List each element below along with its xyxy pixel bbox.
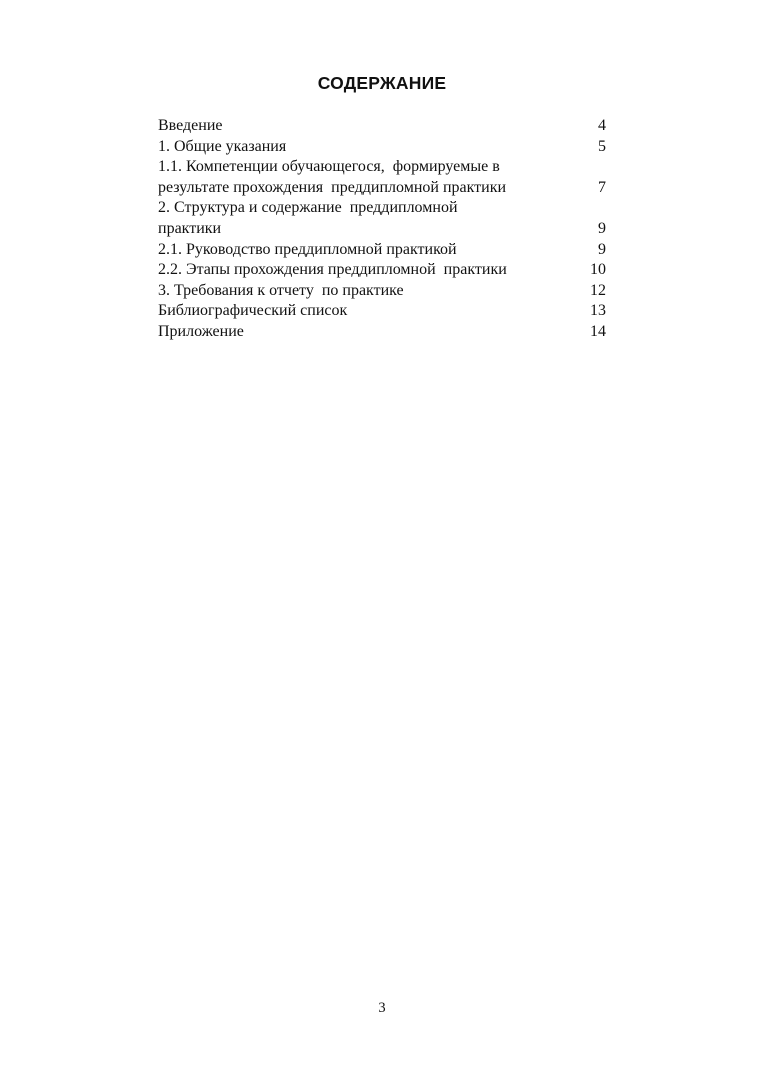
- toc-entry-report-requirements: [158, 281, 606, 302]
- toc-entry-structure: [158, 198, 606, 239]
- toc-entry-page: 9: [598, 240, 606, 258]
- toc-entry-page: 9: [598, 219, 606, 237]
- toc-entry-title: 3. Требования к отчету по практике: [158, 281, 404, 299]
- toc-entry-title: Введение: [158, 117, 223, 134]
- toc-entry-title: 2.2. Этапы прохождения преддипломной практики: [158, 261, 507, 279]
- toc-line: [158, 322, 606, 343]
- toc-entry-general-instructions: [158, 137, 606, 158]
- table-of-contents: [158, 116, 606, 343]
- toc-entry-page: 4: [598, 117, 606, 134]
- toc-line: [158, 116, 606, 137]
- toc-entry-bibliography: [158, 301, 606, 322]
- toc-entry-title: 1. Общие указания: [158, 137, 287, 155]
- toc-entry-title-continued: результате прохождения преддипломной практики: [158, 178, 507, 196]
- toc-line: [158, 137, 606, 158]
- toc-entry-introduction: [158, 116, 606, 137]
- page-number: 3: [378, 1000, 386, 1016]
- toc-line: [158, 198, 606, 219]
- toc-entry-page: 5: [598, 137, 606, 155]
- toc-entry-competencies: [158, 157, 606, 198]
- toc-entry-page: 14: [590, 322, 606, 340]
- toc-entry-page: 12: [590, 281, 606, 299]
- toc-line: [158, 219, 606, 240]
- page-title: СОДЕРЖАНИЕ: [317, 73, 447, 93]
- toc-entry-stages: [158, 260, 606, 281]
- toc-entry-title: 2. Структура и содержание преддипломной: [158, 199, 458, 217]
- toc-entry-title-continued: практики: [158, 219, 222, 237]
- toc-line: [158, 178, 606, 199]
- toc-line: [158, 157, 606, 178]
- toc-entry-page: 13: [590, 302, 606, 320]
- toc-entry-appendix: [158, 322, 606, 343]
- toc-line: [158, 260, 606, 281]
- toc-entry-title: Библиографический список: [158, 302, 348, 320]
- toc-entry-supervision: [158, 240, 606, 261]
- toc-entry-title: Приложение: [158, 322, 244, 340]
- toc-entry-title: 1.1. Компетенции обучающегося, формируемые в: [158, 158, 500, 176]
- toc-entry-page: 10: [590, 261, 606, 279]
- toc-entry-title: 2.1. Руководство преддипломной практикой: [158, 240, 457, 258]
- toc-line: [158, 240, 606, 261]
- toc-line: [158, 281, 606, 302]
- toc-line: [158, 301, 606, 322]
- toc-entry-page: 7: [598, 178, 606, 196]
